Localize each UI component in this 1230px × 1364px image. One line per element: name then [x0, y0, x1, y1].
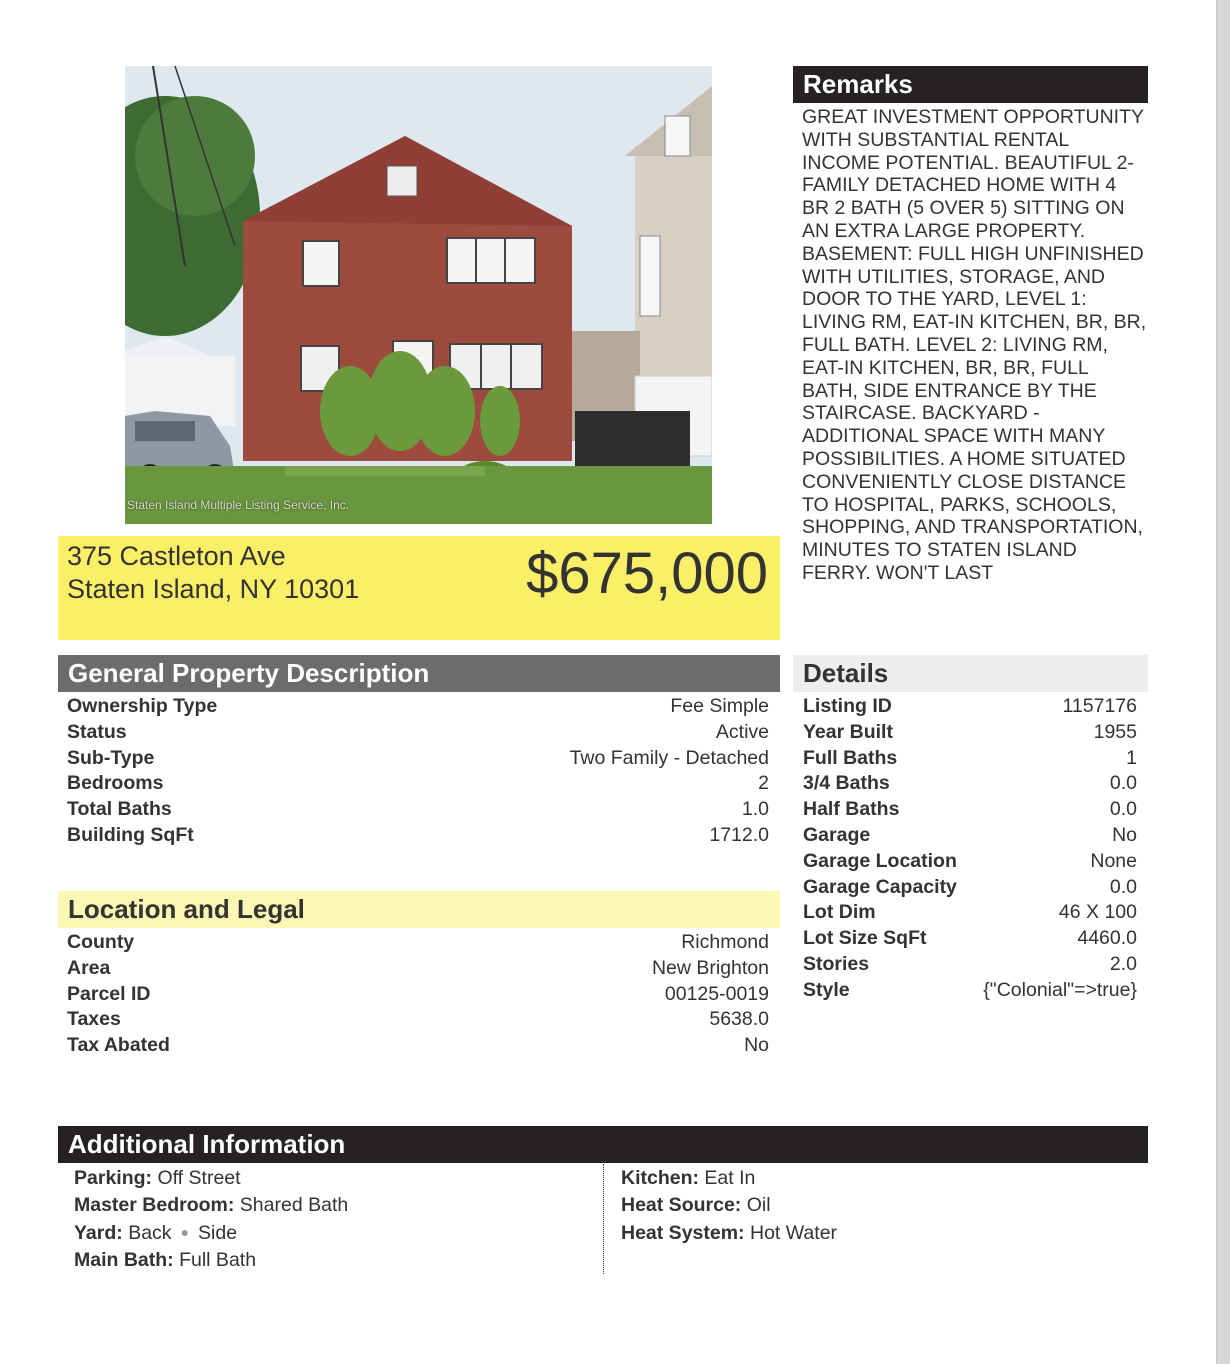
kv-row — [67, 956, 769, 982]
location-legal-list — [67, 930, 769, 1059]
kv-label: Year Built — [803, 720, 893, 743]
kv-value: 46 X 100 — [1058, 901, 1137, 924]
kv-label: Tax Abated — [67, 1034, 170, 1057]
kv-row — [803, 952, 1137, 978]
kv-value: 1955 — [1093, 720, 1137, 743]
kv-row — [67, 1033, 769, 1059]
info-item — [621, 1165, 1141, 1192]
property-photo — [125, 66, 712, 524]
kv-value: 2.0 — [1109, 952, 1137, 975]
kv-label: Lot Dim — [803, 901, 876, 924]
info-label: Main Bath: — [74, 1248, 174, 1271]
location-legal-header — [58, 891, 780, 928]
kv-label: Listing ID — [803, 695, 892, 717]
kv-row — [67, 771, 769, 797]
kv-value: None — [1090, 849, 1137, 872]
additional-info-header — [58, 1126, 1148, 1163]
kv-row — [803, 694, 1137, 720]
kv-value: Two Family - Detached — [569, 746, 769, 769]
kv-label: Status — [67, 720, 127, 743]
kv-row — [67, 930, 769, 956]
kv-value: Richmond — [681, 931, 769, 953]
kv-label: Garage Location — [803, 849, 957, 872]
info-item — [74, 1247, 594, 1274]
house-illustration — [125, 66, 712, 524]
info-value: Eat In — [704, 1167, 756, 1189]
kv-label: Total Baths — [67, 798, 172, 821]
kv-row — [67, 823, 769, 849]
kv-row — [67, 1007, 769, 1033]
kv-value: 0.0 — [1109, 772, 1137, 795]
kv-label: Half Baths — [803, 798, 900, 821]
general-description-title: General Property Description — [68, 658, 430, 688]
kv-row — [67, 694, 769, 720]
info-label: Heat System: — [621, 1221, 745, 1244]
kv-label: Lot Size SqFt — [803, 927, 927, 950]
kv-label: Taxes — [67, 1008, 121, 1031]
kv-row — [803, 797, 1137, 823]
kv-label: County — [67, 931, 135, 953]
info-item — [621, 1220, 1141, 1247]
info-item — [74, 1192, 594, 1219]
info-label: Yard: — [74, 1221, 123, 1244]
info-value: Hot Water — [749, 1221, 838, 1244]
general-description-list — [67, 694, 769, 849]
kv-label: Garage Capacity — [803, 875, 957, 898]
kv-label: Sub-Type — [67, 746, 155, 769]
kv-value: {"Colonial"=>true} — [983, 978, 1137, 1001]
info-value: Oil — [746, 1194, 771, 1217]
additional-info-title: Additional Information — [68, 1129, 346, 1159]
kv-value: 5638.0 — [709, 1008, 769, 1031]
info-value: Off Street — [157, 1167, 241, 1189]
additional-info-right-column — [621, 1165, 1141, 1247]
kv-row — [803, 771, 1137, 797]
kv-label: Ownership Type — [67, 695, 218, 717]
kv-value: Active — [715, 720, 769, 743]
address-city: Staten Island, NY 10301 — [67, 574, 360, 604]
kv-label: Full Baths — [803, 746, 898, 769]
kv-row — [803, 900, 1137, 926]
info-label: Master Bedroom: — [74, 1194, 235, 1217]
kv-row — [803, 720, 1137, 746]
kv-value: 1 — [1126, 746, 1137, 769]
info-label: Kitchen: — [621, 1167, 699, 1189]
kv-value: No — [1112, 823, 1137, 846]
remarks-title: Remarks — [803, 69, 913, 99]
info-item — [74, 1165, 594, 1192]
kv-label: Parcel ID — [67, 982, 151, 1005]
kv-label: Stories — [803, 952, 870, 975]
info-value: Side — [198, 1221, 238, 1244]
kv-value: New Brighton — [651, 956, 769, 979]
kv-label: Garage — [803, 823, 871, 846]
kv-row — [67, 797, 769, 823]
remarks-text: GREAT INVESTMENT OPPORTUNITY WITH SUBSTANTIAL RENTAL INCOME POTENTIAL. BEAUTIFUL 2-FAMILY DETACHED HOME WITH 4 BR 2 BATH (5 OVER 5) SITTING ON AN EXTRA LARGE PROPERTY. BASEMENT: FULL HIGH UNFINISHED WITH UTILITIES, STORAGE, AND DOOR TO THE YARD, LEVEL 1: LIVING RM, EAT-IN KITCHEN, BR, BR, FULL BATH. LEVEL 2: LIVING RM, EAT-IN KITCHEN, BR, BR, FULL BATH, SIDE ENTRANCE BY THE STAIRCASE. BACKYARD - ADDITIONAL SPACE WITH MANY POSSIBILITIES. A HOME SITUATED CONVENIENTLY CLOSE DISTANCE TO HOSPITAL, PARKS, SCHOOLS, SHOPPING, AND TRANSPORTATION, MINUTES TO STATEN ISLAND FERRY. WON'T LAST — [802, 106, 1147, 584]
location-legal-title: Location and Legal — [68, 894, 305, 924]
info-value: Full Bath — [179, 1248, 257, 1271]
photo-watermark: Staten Island Multiple Listing Service, Inc. — [127, 498, 350, 512]
details-header — [793, 655, 1148, 692]
kv-label: Building SqFt — [67, 823, 194, 846]
kv-value: Fee Simple — [670, 695, 769, 717]
vertical-scrollbar[interactable] — [1216, 0, 1230, 1364]
kv-value: 1.0 — [741, 798, 769, 821]
address-street: 375 Castleton Ave — [67, 541, 286, 571]
kv-row — [67, 720, 769, 746]
info-item — [74, 1220, 594, 1247]
kv-value: 1157176 — [1062, 695, 1137, 717]
additional-info-left-column — [74, 1165, 594, 1274]
kv-row — [803, 823, 1137, 849]
kv-value: 0.0 — [1109, 798, 1137, 821]
bullet-separator-icon: ● — [180, 1223, 190, 1240]
kv-value: 2 — [758, 772, 769, 795]
kv-row — [803, 978, 1137, 1004]
kv-value: 0.0 — [1109, 875, 1137, 898]
kv-row — [67, 746, 769, 772]
info-value: Shared Bath — [239, 1194, 349, 1217]
address-price-banner — [58, 536, 780, 640]
kv-value: 00125-0019 — [664, 982, 769, 1005]
kv-value: No — [744, 1034, 769, 1057]
kv-value: 4460.0 — [1077, 927, 1137, 950]
kv-row — [803, 926, 1137, 952]
info-value: Back — [128, 1221, 172, 1244]
details-list — [803, 694, 1137, 1004]
kv-label: 3/4 Baths — [803, 772, 890, 795]
listing-price: $675,000 — [526, 541, 768, 606]
info-label: Heat Source: — [621, 1194, 742, 1217]
kv-row — [803, 746, 1137, 772]
kv-label: Bedrooms — [67, 772, 164, 795]
kv-row — [803, 849, 1137, 875]
kv-row — [67, 982, 769, 1008]
info-item — [621, 1192, 1141, 1219]
column-divider — [603, 1164, 604, 1274]
kv-label: Style — [803, 978, 850, 1001]
kv-value: 1712.0 — [709, 823, 769, 846]
remarks-header — [793, 66, 1148, 103]
info-label: Parking: — [74, 1167, 153, 1189]
details-title: Details — [803, 658, 889, 688]
kv-row — [803, 875, 1137, 901]
general-description-header — [58, 655, 780, 692]
kv-label: Area — [67, 956, 111, 979]
